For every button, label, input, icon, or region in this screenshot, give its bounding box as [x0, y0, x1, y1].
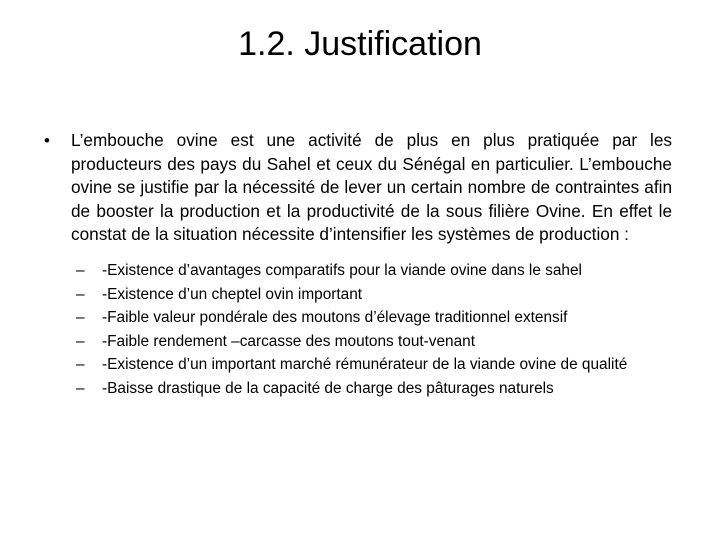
sub-bullet-dash: – [76, 356, 85, 374]
slide-title: 1.2. Justification [238, 25, 482, 63]
sub-bullet-text: -Existence d’avantages comparatifs pour la viande ovine dans le sahel [102, 262, 582, 279]
sub-bullet-dash: – [76, 379, 85, 397]
sub-bullet-text: -Faible rendement –carcasse des moutons tout-venant [102, 332, 475, 350]
sub-bullet-item [76, 259, 672, 283]
bullet-dot: • [44, 131, 50, 150]
sub-bullet-dash: – [76, 262, 85, 279]
sub-bullet-text: -Baisse drastique de la capacité de charge des pâturages naturels [102, 379, 554, 397]
sub-bullet-dash: – [76, 285, 85, 303]
sub-bullet-item [76, 377, 672, 401]
sub-bullet-item [76, 353, 672, 377]
sub-bullet-list [76, 259, 672, 401]
sub-bullet-text: -Existence d’un cheptel ovin important [102, 285, 363, 303]
sub-bullet-text: -Existence d’un important marché rémunérateur de la viande ovine de qualité [102, 356, 628, 374]
sub-bullet-item [76, 306, 672, 330]
main-bullet [44, 129, 672, 247]
main-bullet-text: L’embouche ovine est une activité de plus en plus pratiquée par les producteurs des pays du Sahel et ceux du Sénégal en particulier. L’embouche ovine se justifie par la nécessité de lever un certain nombre de contraintes afin de booster la production et la productivité de la sous filière Ovine. En effet le constat de la situation nécessite d’intensifier les systèmes de production : [71, 130, 672, 244]
sub-bullet-item [76, 283, 672, 307]
sub-bullet-dash: – [76, 309, 85, 327]
sub-bullet-dash: – [76, 332, 85, 350]
sub-bullet-item [76, 330, 672, 354]
sub-bullet-text: -Faible valeur pondérale des moutons d’élevage traditionnel extensif [102, 309, 568, 327]
